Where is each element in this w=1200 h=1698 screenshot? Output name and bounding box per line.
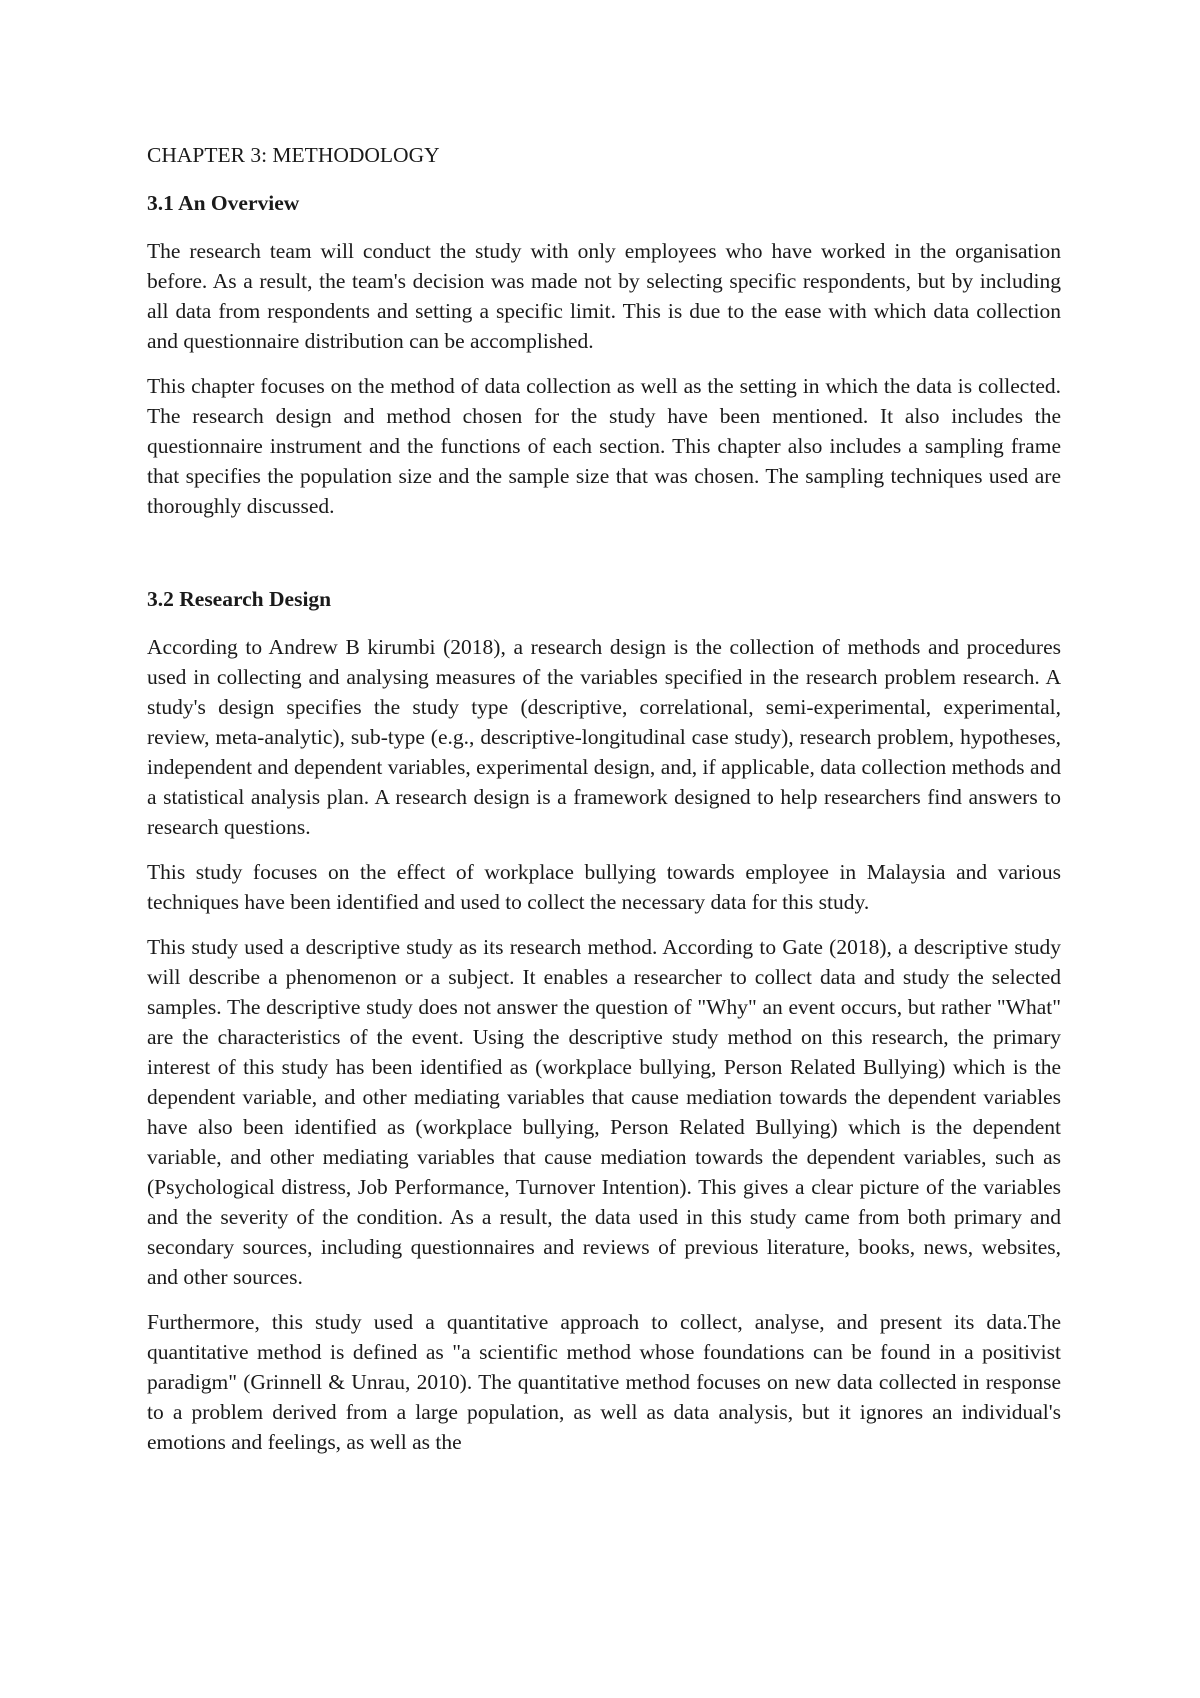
research-design-paragraph-3: This study used a descriptive study as its research method. According to Gate (2018), a descriptive study will describe a phenomenon or a subject. It enables a researcher to collect data and study the selected samples. The descriptive study does not answer the question of "Why" an event occurs, but rather "What" are the characteristics of the event. Using the descriptive study method on this research, the primary interest of this study has been identified as (workplace bullying, Person Related Bullying) which is the dependent variable, and other mediating variables that cause mediation towards the dependent variables have also been identified as (workplace bullying, Person Related Bullying) which is the dependent variable, and other mediating variables that cause mediation towards the dependent variables, such as (Psychological distress, Job Performance, Turnover Intention). This gives a clear picture of the variables and the severity of the condition. As a result, the data used in this study came from both primary and secondary sources, including questionnaires and reviews of previous literature, books, news, websites, and other sources. [147, 935, 1061, 1289]
section-heading-research-design: 3.2 Research Design [147, 587, 332, 611]
research-design-paragraph-2: This study focuses on the effect of workplace bullying towards employee in Malaysia and various techniques have been identified and used to collect the necessary data for this study. [147, 860, 1061, 914]
section-spacer [147, 536, 1061, 584]
research-design-paragraph-1: According to Andrew B kirumbi (2018), a research design is the collection of methods and procedures used in collecting and analysing measures of the variables specified in the research problem research. A study's design specifies the study type (descriptive, correlational, semi-experimental, experimental, review, meta-analytic), sub-type (e.g., descriptive-longitudinal case study), research problem, hypotheses, independent and dependent variables, experimental design, and, if applicable, data collection methods and a statistical analysis plan. A research design is a framework designed to help researchers find answers to research questions. [147, 635, 1061, 839]
research-design-paragraph-4: Furthermore, this study used a quantitative approach to collect, analyse, and present its data.The quantitative method is defined as "a scientific method whose foundations can be found in a positivist paradigm" (Grinnell & Unrau, 2010). The quantitative method focuses on new data collected in response to a problem derived from a large population, as well as data analysis, but it ignores an individual's emotions and feelings, as well as the [147, 1310, 1061, 1454]
overview-paragraph-2: This chapter focuses on the method of data collection as well as the setting in which the data is collected. The research design and method chosen for the study have been mentioned. It also includes the questionnaire instrument and the functions of each section. This chapter also includes a sampling frame that specifies the population size and the sample size that was chosen. The sampling techniques used are thoroughly discussed. [147, 374, 1061, 518]
section-heading-overview: 3.1 An Overview [147, 191, 300, 215]
chapter-title: CHAPTER 3: METHODOLOGY [147, 143, 440, 167]
overview-paragraph-1: The research team will conduct the study with only employees who have worked in the organisation before. As a result, the team's decision was made not by selecting specific respondents, but by including all data from respondents and setting a specific limit. This is due to the ease with which data collection and questionnaire distribution can be accomplished. [147, 239, 1061, 353]
document-page [147, 140, 1061, 1472]
